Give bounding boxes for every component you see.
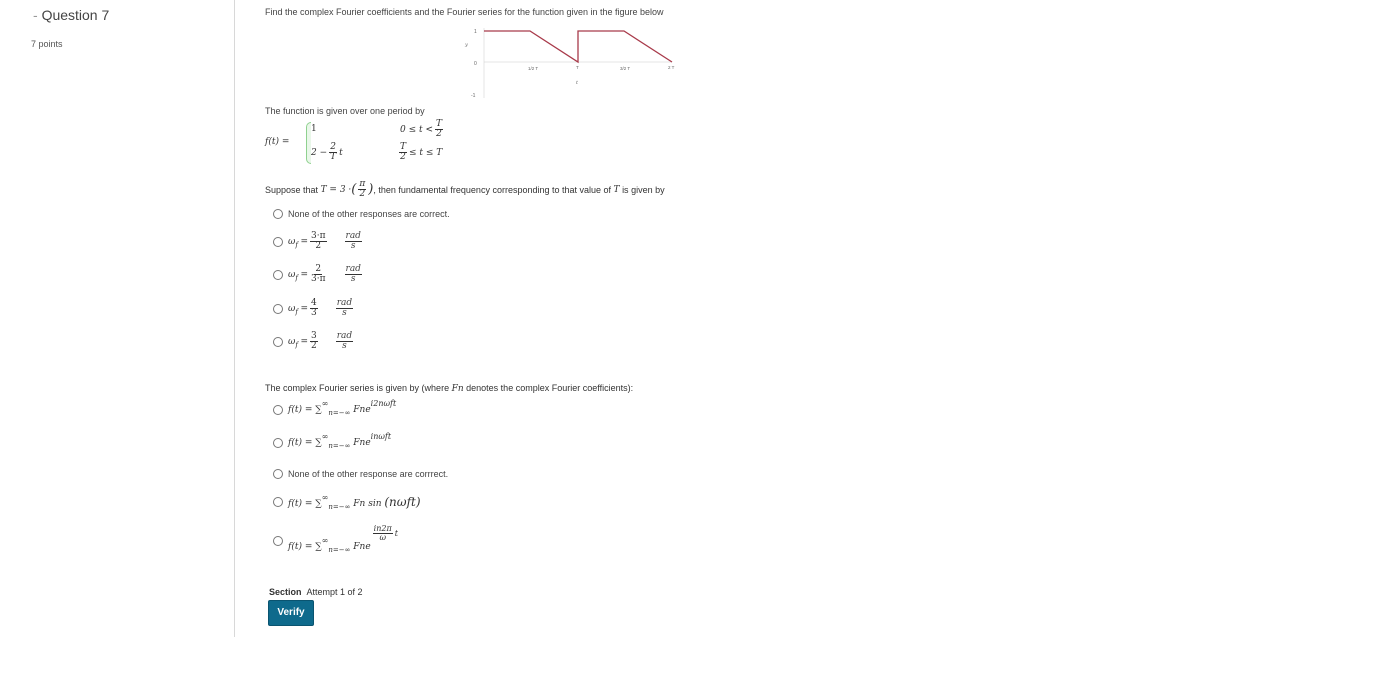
question-prompt: Find the complex Fourier coefficients and the Fourier series for the function given in the figure below [265,7,664,17]
y-tick-0: 0 [474,61,477,67]
x-tick-T: T [576,65,579,70]
q1-radio-3[interactable] [273,270,283,280]
q1-radio-1[interactable] [273,209,283,219]
q1-radio-4[interactable] [273,304,283,314]
q2-radio-5[interactable] [273,536,283,546]
section-attempt-info: Section Attempt 1 of 2 [269,587,363,597]
question-title[interactable]: - Question 7 [33,7,110,23]
q1-option-2[interactable]: $\omega_f$ = $\frac{3\cdot\pi}{2}$ rad s [273,232,362,251]
q2-option-1[interactable]: $f(t) = \sum\infty_{n=-\infty}$ Fnei2nωft [273,405,396,415]
x-axis-label: t [576,80,579,86]
q2-option-none[interactable]: None of the other response are corrrect. [273,469,448,479]
q1-option-3[interactable]: $\omega_f$ = $\frac{2}{3\cdot\pi}$ rad s [273,265,362,284]
q1-option-none[interactable]: None of the other responses are correct. [273,209,450,219]
q1-option-4[interactable]: $\omega_f$ = $\frac{4}{3}$ rad s [273,299,353,318]
question-sidebar [0,0,235,637]
q2-option-4[interactable]: $f(t) = \sum\infty_{n=-\infty}$ Fn sin (nωft) [273,495,421,509]
y-axis-label: y [465,42,468,48]
function-figure [465,22,680,102]
q2-radio-3[interactable] [273,469,283,479]
question-content [265,0,1265,675]
q2-prompt: The complex Fourier series is given by (where Fn denotes the complex Fourier coefficients): [265,383,634,394]
case1-condition: 0 ≤ t < $\frac{T}{2}$ [400,119,443,139]
x-tick-half-T: 1/2 T [528,66,539,71]
q1-prompt: Suppose that T = 3 · ( $\frac{\pi}{2}$ ) , then fundamental frequency corresponding to that value of T is given by [265,179,665,199]
piecewise-lhs: f(t) = [265,137,290,147]
given-intro: The function is given over one period by [265,106,425,116]
y-tick-neg1: -1 [471,93,476,99]
case1-expr: 1 [311,124,317,134]
q2-radio-1[interactable] [273,405,283,415]
verify-button[interactable]: Verify [268,600,314,626]
x-tick-three-half-T: 3/2 T [620,66,631,71]
q2-radio-2[interactable] [273,438,283,448]
y-tick-1: 1 [474,29,477,35]
function-plot-line [484,31,672,62]
case2-expr: 2 − $\frac{2}{T}$ t [311,142,343,162]
q2-radio-4[interactable] [273,497,283,507]
q1-radio-5[interactable] [273,337,283,347]
q1-option-5[interactable]: $\omega_f$ = $\frac{3}{2}$ rad s [273,332,353,351]
question-points: 7 points [31,39,63,49]
q1-radio-2[interactable] [273,237,283,247]
q2-option-2[interactable]: $f(t) = \sum\infty_{n=-\infty}$ Fneinωft [273,438,391,448]
case2-condition: $\frac{T}{2}$ ≤ t ≤ T [400,142,443,162]
q2-option-5[interactable]: $f(t) = \sum\infty_{n=-\infty}$ Fne $\frac{in2\pi}{\omega}$ t [273,528,398,552]
x-tick-2T: 2 T [668,65,675,70]
